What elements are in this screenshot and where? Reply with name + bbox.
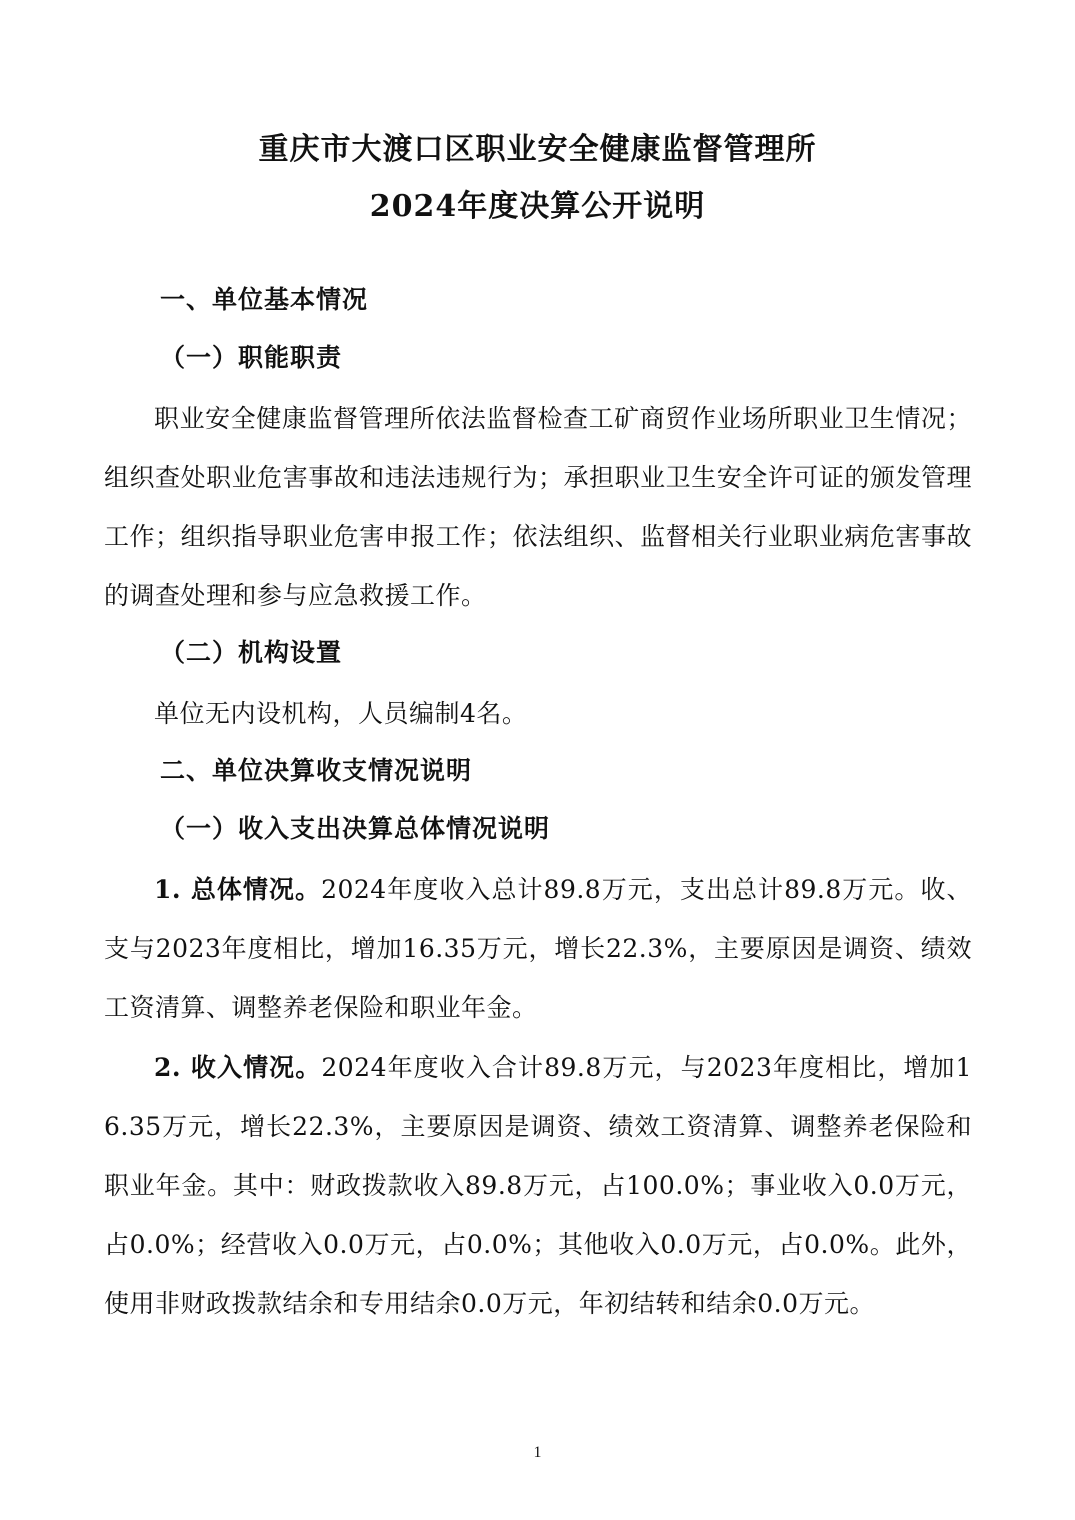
item1-paragraph — [104, 860, 972, 1037]
section2-heading: 二、单位决算收支情况说明 — [160, 756, 473, 785]
document-title-line2: 2024年度决算公开说明 — [369, 189, 706, 224]
section1-sub1-paragraph: 职业安全健康监督管理所依法监督检查工矿商贸作业场所职业卫生情况；组织查处职业危害事故和违法违规行为；承担职业卫生安全许可证的颁发管理工作；组织指导职业危害申报工作；依法组织、监督相关行业职业病危害事故的调查处理和参与应急救援工作。 — [104, 404, 972, 610]
item2-paragraph — [104, 1038, 972, 1333]
page-number: 1 — [533, 1444, 542, 1461]
section1-sub1-heading: （一）职能职责 — [160, 343, 343, 372]
section2-sub1-heading: （一）收入支出决算总体情况说明 — [160, 814, 551, 843]
section1-sub2-heading: （二）机构设置 — [160, 638, 343, 667]
item2-label: 2. 收入情况。 — [154, 1053, 322, 1082]
document-title-line1: 重庆市大渡口区职业安全健康监督管理所 — [258, 132, 817, 167]
section1-heading: 一、单位基本情况 — [160, 285, 369, 314]
item1-text: 2024年度收入总计89.8万元，支出总计89.8万元。收、支与2023年度相比，增加16.35万元，增长22.3%，主要原因是调资、绩效工资清算、调整养老保险和职业年金。 — [104, 875, 972, 1022]
section1-sub2-paragraph: 单位无内设机构，人员编制4名。 — [154, 699, 528, 728]
item2-text: 2024年度收入合计89.8万元，与2023年度相比，增加16.35万元，增长22.3%，主要原因是调资、绩效工资清算、调整养老保险和职业年金。其中：财政拨款收入89.8万元，占100.0%；事业收入0.0万元，占0.0%；经营收入0.0万元，占0.0%；其他收入0.0万元，占0.0%。此外，使用非财政拨款结余和专用结余0.0万元，年初结转和结余0.0万元。 — [104, 1053, 972, 1318]
item1-label: 1. 总体情况。 — [154, 875, 322, 904]
